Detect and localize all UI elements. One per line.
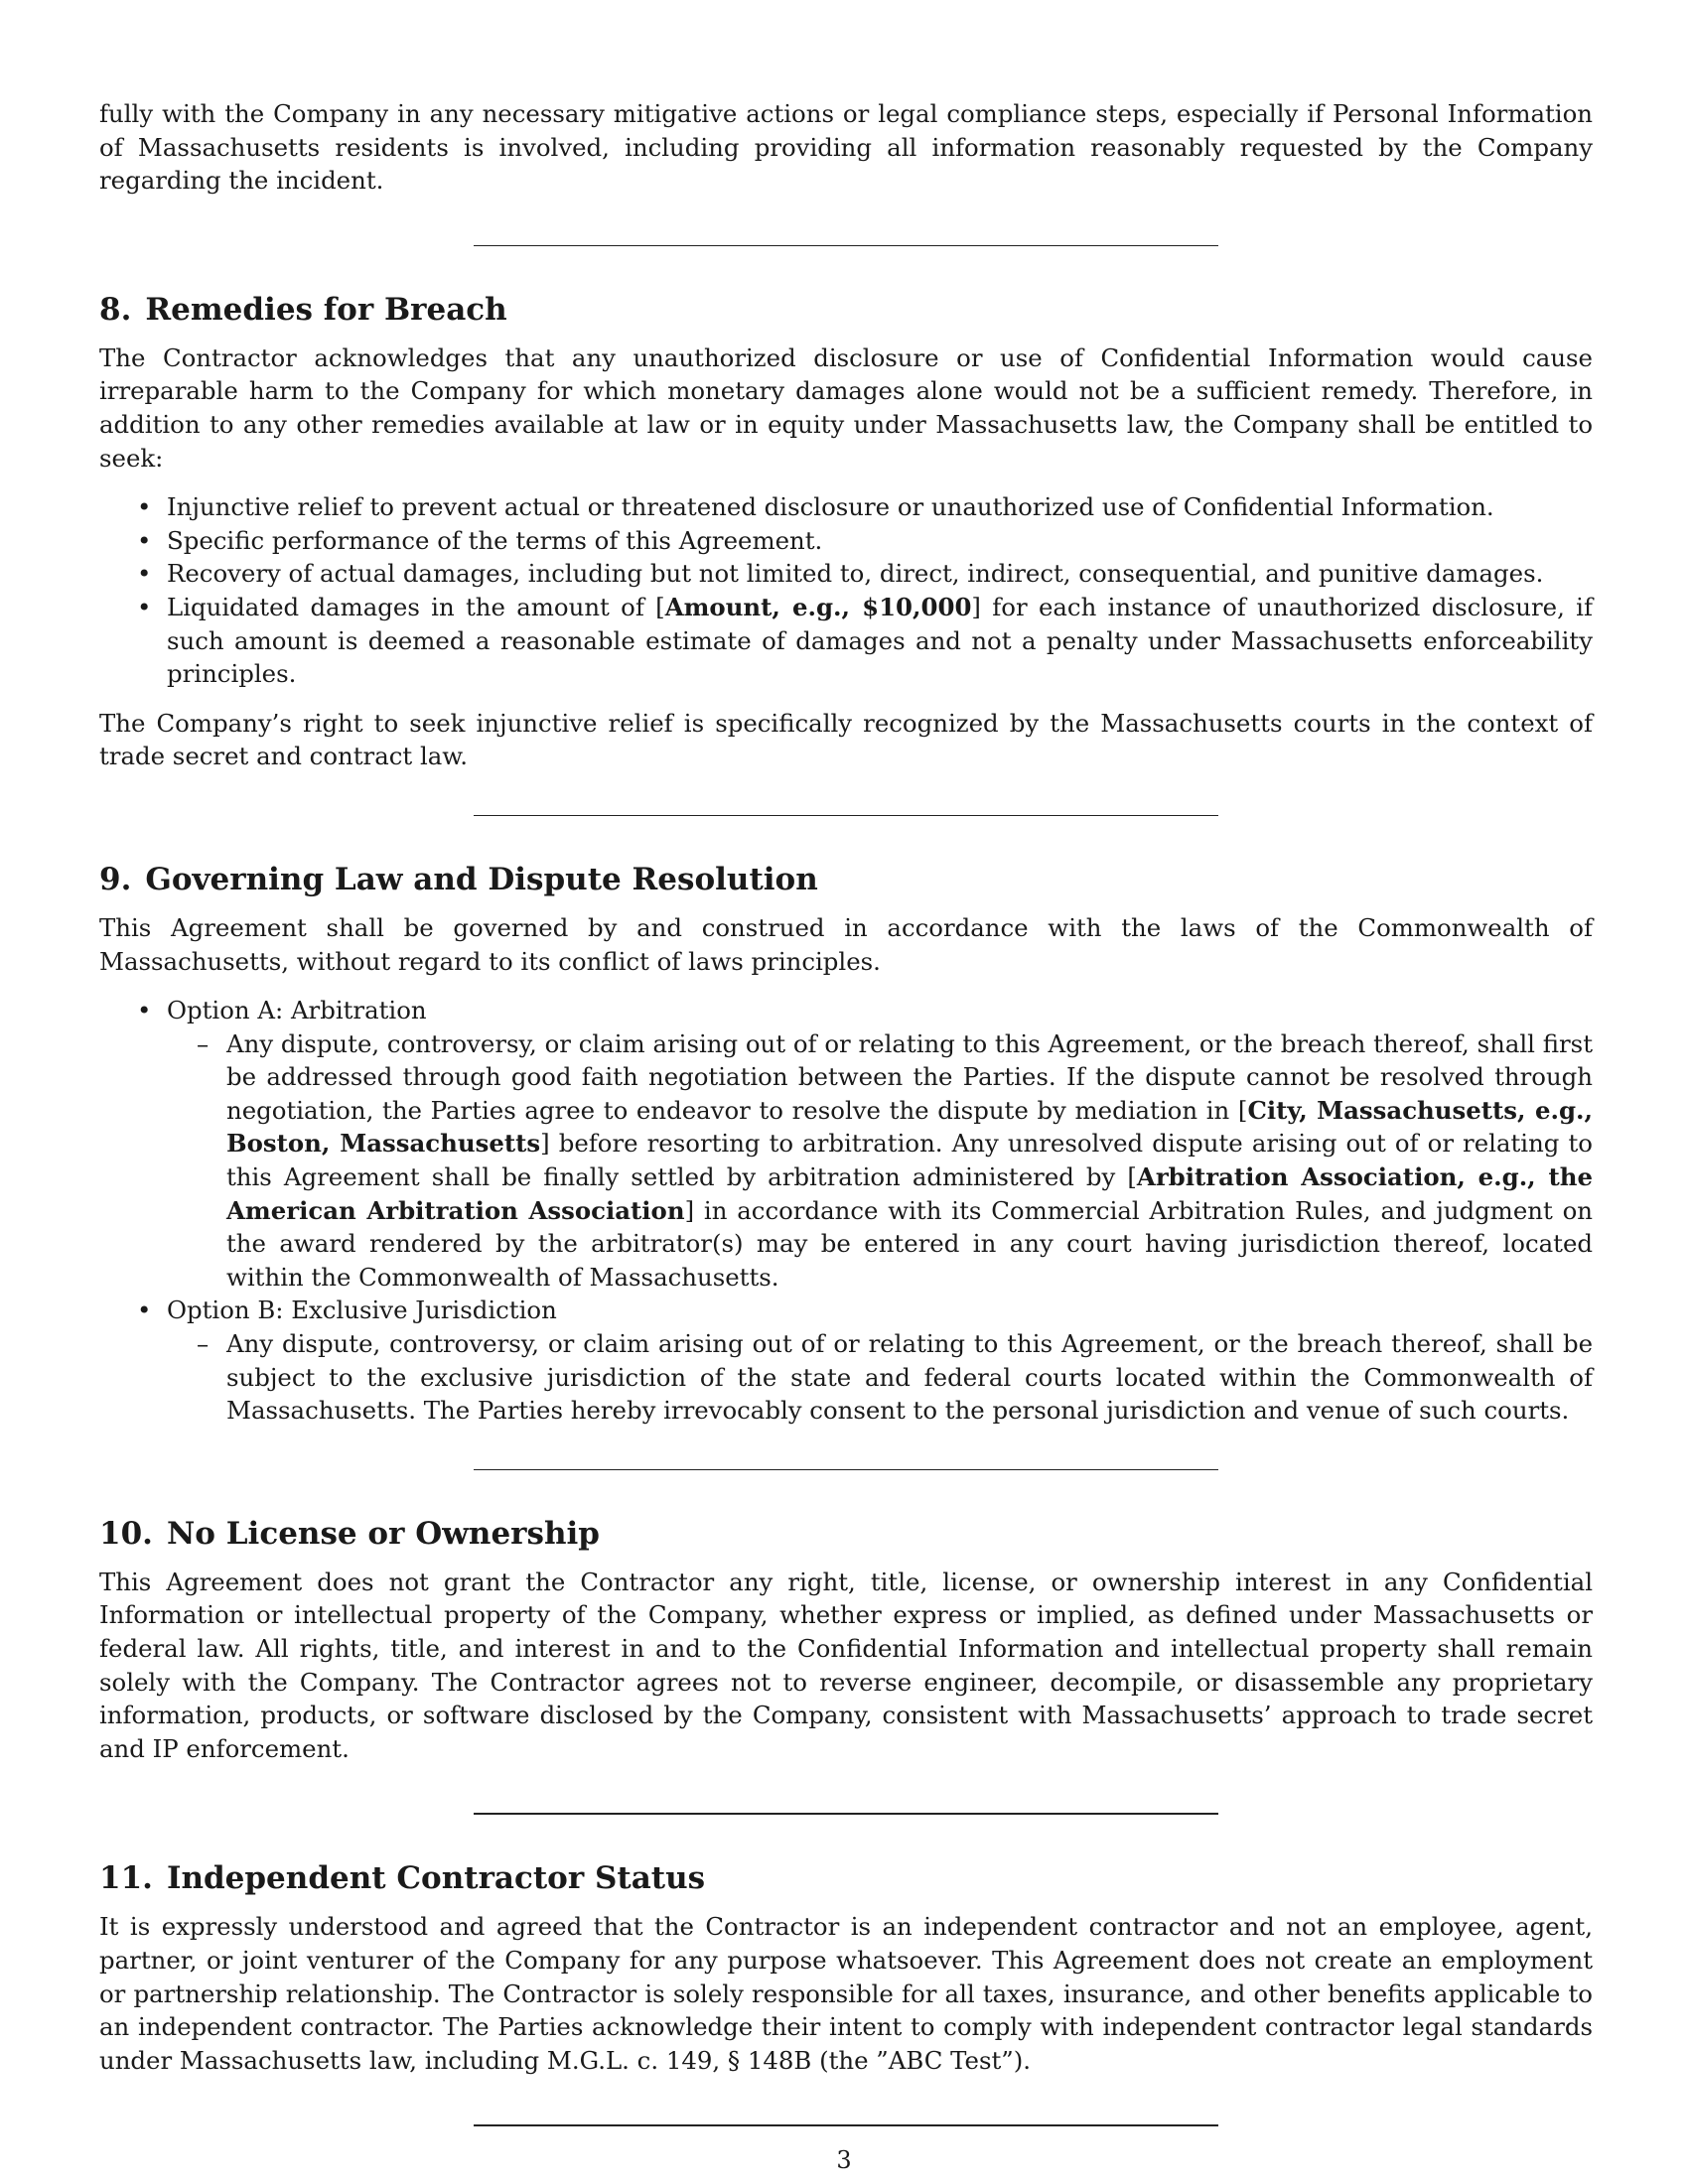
- amount-placeholder: Amount, e.g., $10,000: [664, 592, 972, 621]
- section-divider: [474, 1813, 1218, 1815]
- intro-paragraph: fully with the Company in any necessary mitigative actions or legal compliance steps, especially if Personal Information of Massachusetts residents is involved, including providing all information reasonably requested by the Company regarding the incident.: [99, 99, 1593, 196]
- section-9-title: Governing Law and Dispute Resolution: [145, 861, 818, 897]
- bullet-icon: •: [137, 492, 152, 522]
- arbitration-association-placeholder: Arbitration Association, e.g., the American Arbitration Association: [226, 1162, 1593, 1225]
- bullet-icon: •: [137, 525, 152, 555]
- section-divider: [474, 1469, 1218, 1470]
- page-number: 3: [836, 2146, 852, 2174]
- list-item: [99, 994, 1593, 1294]
- sub-list-item: – Any dispute, controversy, or claim arising out of or relating to this Agreement, or the breach thereof, shall be subject to the exclusive jurisdiction of the state and federal courts located within the Commonwealth of Massachusetts. The Parties hereby irrevocably consent to the personal jurisdiction and venue of such courts.: [197, 1329, 1593, 1426]
- section-11-body: It is expressly understood and agreed that the Contractor is an independent contractor and not an employee, agent, partner, or joint venturer of the Company for any purpose whatsoever. This Agreement does not create an employment or partnership relationship. The Contractor is solely responsible for all taxes, insurance, and other benefits applicable to an independent contractor. The Parties acknowledge their intent to comply with independent contractor legal standards under Massachusetts law, including M.G.L. c. 149, § 148B (the ”ABC Test”).: [99, 1912, 1593, 2075]
- section-8-heading: [99, 290, 1593, 330]
- dash-icon: –: [197, 1329, 210, 1359]
- dash-icon: –: [197, 1028, 210, 1058]
- list-item: [99, 1294, 1593, 1427]
- section-9-heading: [99, 860, 1593, 899]
- section-divider: [474, 245, 1218, 246]
- section-10-number: 10.: [99, 1515, 153, 1552]
- option-b-sublist: [167, 1327, 1593, 1428]
- bullet-icon: •: [137, 559, 152, 589]
- option-a-label: Option A: Arbitration: [167, 996, 427, 1025]
- section-divider: [474, 815, 1218, 816]
- section-10-heading: [99, 1514, 1593, 1554]
- section-8-remedies-list: [99, 490, 1593, 691]
- bullet-icon: •: [137, 592, 152, 621]
- bullet-icon: •: [137, 996, 152, 1025]
- list-item: • Recovery of actual damages, including but not limited to, direct, indirect, consequential, and punitive damages.: [99, 557, 1593, 591]
- list-item: • Injunctive relief to prevent actual or threatened disclosure or unauthorized use of Confidential Information.: [99, 490, 1593, 524]
- list-item: • Specific performance of the terms of this Agreement.: [99, 524, 1593, 558]
- section-9-number: 9.: [99, 861, 132, 897]
- sub-list-item: – Any dispute, controversy, or claim arising out of or relating to this Agreement, or the breach thereof, shall first be addressed through good faith negotiation between the Parties. If the dispute cannot be resolved through negotiation, the Parties agree to endeavor to resolve the dispute by mediation in [City, Massachusetts, e.g., Boston, Massachusetts] before resorting to arbitration. Any unresolved dispute arising out of or relating to this Agreement shall be finally settled by arbitration administered by [Arbitration Association, e.g., the American Arbitration Association] in accordance with its Commercial Arbitration Rules, and judgment on the award rendered by the arbitrator(s) may be entered in any court having jurisdiction thereof, located within the Commonwealth of Massachusetts.: [197, 1028, 1593, 1292]
- page-content: [99, 97, 1593, 2126]
- section-8-intro: The Contractor acknowledges that any unauthorized disclosure or use of Confidential Information would cause irreparable harm to the Company for which monetary damages alone would not be a sufficient remedy. Therefore, in addition to any other remedies available at law or in equity under Massachusetts law, the Company shall be entitled to seek:: [99, 342, 1593, 473]
- mediation-city-placeholder: City, Massachusetts, e.g., Boston, Massachusetts: [226, 1095, 1593, 1159]
- section-10-body: This Agreement does not grant the Contractor any right, title, license, or ownership interest in any Confidential Information or intellectual property of the Company, whether express or implied, as defined under Massachusetts or federal law. All rights, title, and interest in and to the Confidential Information and intellectual property shall remain solely with the Company. The Contractor agrees not to reverse engineer, decompile, or disassemble any proprietary information, products, or software disclosed by the Company, consistent with Massachusetts’ approach to trade secret and IP enforcement.: [99, 1567, 1593, 1763]
- section-11-heading: [99, 1858, 1593, 1898]
- section-9-intro: This Agreement shall be governed by and construed in accordance with the laws of the Commonwealth of Massachusetts, without regard to its conflict of laws principles.: [99, 912, 1593, 976]
- section-8-title: Remedies for Breach: [145, 291, 507, 328]
- section-divider: [474, 2124, 1218, 2126]
- list-item: • Liquidated damages in the amount of [Amount, e.g., $10,000] for each instance of unauthorized disclosure, if such amount is deemed a reasonable estimate of damages and not a penalty under Massachusetts enforceability principles.: [137, 592, 1593, 689]
- bullet-icon: •: [137, 1296, 152, 1325]
- section-8-number: 8.: [99, 291, 132, 328]
- section-9-options-list: [99, 994, 1593, 1428]
- option-b-label: Option B: Exclusive Jurisdiction: [167, 1296, 557, 1325]
- section-11-title: Independent Contractor Status: [166, 1860, 706, 1897]
- option-a-sublist: [167, 1027, 1593, 1295]
- section-11-number: 11.: [99, 1860, 153, 1897]
- section-10-title: No License or Ownership: [166, 1515, 600, 1552]
- section-8-closing: The Company’s right to seek injunctive relief is specifically recognized by the Massachusetts courts in the context of trade secret and contract law.: [99, 708, 1593, 771]
